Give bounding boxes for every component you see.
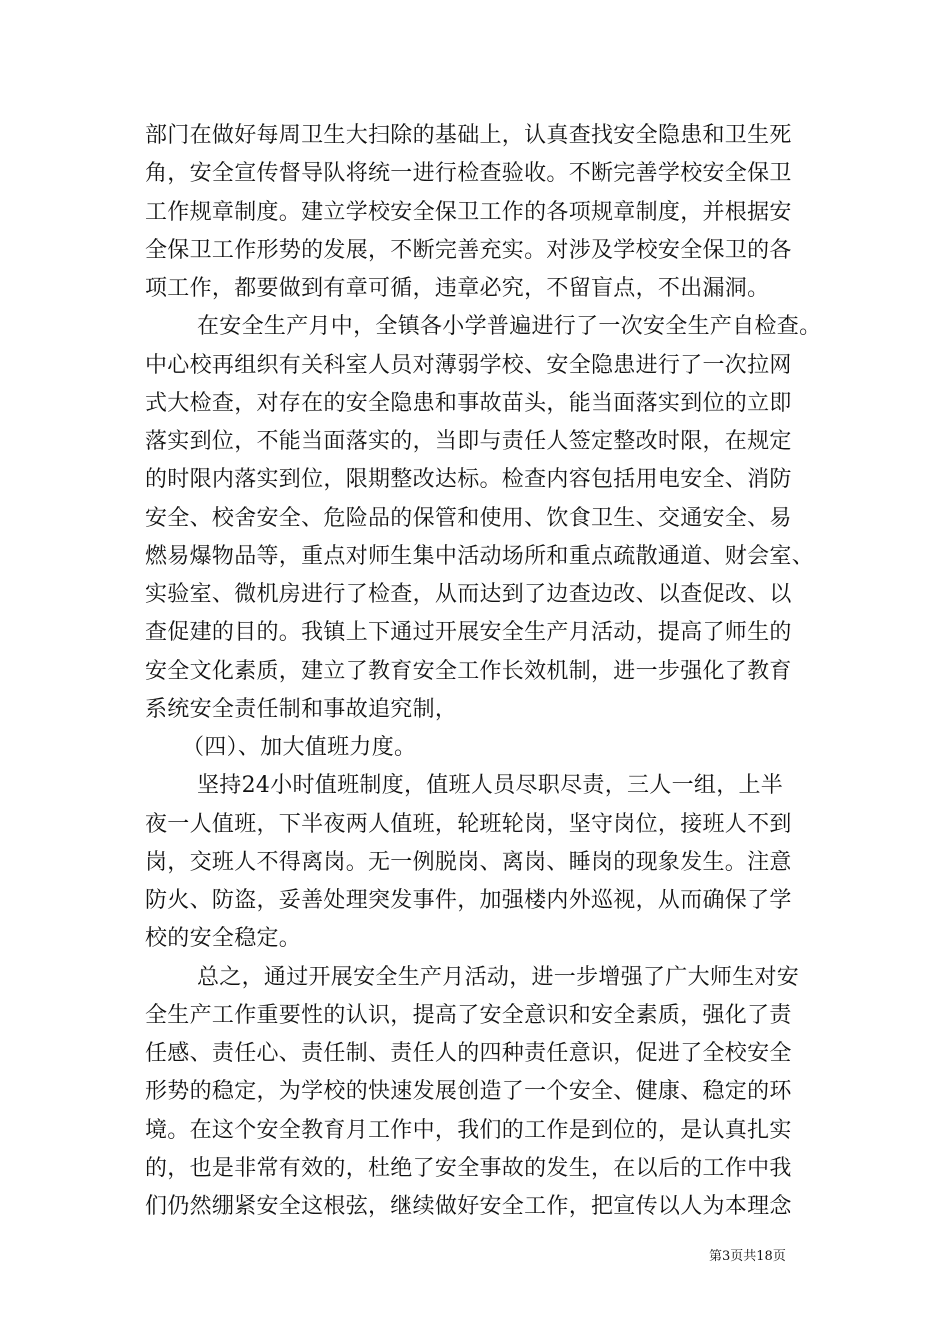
text-line: 安全文化素质，建立了教育安全工作长效机制，进一步强化了教育 — [145, 659, 792, 684]
text-line: 形势的稳定，为学校的快速发展创造了一个安全、健康、稳定的环 — [145, 1079, 792, 1104]
text-line: 实验室、微机房进行了检查，从而达到了边查边改、以查促改、以 — [145, 582, 792, 607]
text-line: 境。在这个安全教育月工作中，我们的工作是到位的，是认真扎实 — [145, 1118, 792, 1143]
text-line: 项工作，都要做到有章可循，违章必究，不留盲点，不出漏洞。 — [145, 276, 770, 301]
text-line: 防火、防盗，妥善处理突发事件，加强楼内外巡视，从而确保了学 — [145, 888, 792, 913]
paragraph-start-line: 总之，通过开展安全生产月活动，进一步增强了广大师生对安 — [197, 965, 800, 990]
text-line: 安全、校舍安全、危险品的保管和使用、饮食卫生、交通安全、易 — [145, 506, 792, 531]
paragraph-start-line: 在安全生产月中，全镇各小学普遍进行了一次安全生产自检查。 — [197, 314, 822, 339]
text-line: 校的安全稳定。 — [145, 926, 302, 951]
text-line: 部门在做好每周卫生大扫除的基础上，认真查找安全隐患和卫生死 — [145, 123, 792, 148]
text-line: 全保卫工作形势的发展，不断完善充实。对涉及学校安全保卫的各 — [145, 238, 792, 263]
text-line: 查促建的目的。我镇上下通过开展安全生产月活动，提高了师生的 — [145, 620, 792, 645]
text-line: 燃易爆物品等，重点对师生集中活动场所和重点疏散通道、财会室、 — [145, 544, 815, 569]
text-line: 夜一人值班，下半夜两人值班，轮班轮岗，坚守岗位，接班人不到 — [145, 812, 792, 837]
text-line: 任感、责任心、责任制、责任人的四种责任意识，促进了全校安全 — [145, 1041, 792, 1066]
text-line: 中心校再组织有关科室人员对薄弱学校、安全隐患进行了一次拉网 — [145, 353, 792, 378]
text-line: 落实到位，不能当面落实的，当即与责任人签定整改时限，在规定 — [145, 429, 792, 454]
text-line: 工作规章制度。建立学校安全保卫工作的各项规章制度，并根据安 — [145, 200, 792, 225]
text-line: 全生产工作重要性的认识，提高了安全意识和安全素质，强化了责 — [145, 1003, 792, 1028]
paragraph-start-line: 坚持24小时值班制度，值班人员尽职尽责，三人一组，上半 — [197, 773, 784, 798]
text-line: 岗，交班人不得离岗。无一例脱岗、离岗、睡岗的现象发生。注意 — [145, 850, 792, 875]
section-heading: （四）、加大值班力度。 — [182, 735, 417, 760]
text-line: 系统安全责任制和事故追究制， — [145, 697, 458, 722]
text-line: 的，也是非常有效的，杜绝了安全事故的发生，在以后的工作中我 — [145, 1156, 792, 1181]
text-line: 角，安全宣传督导队将统一进行检查验收。不断完善学校安全保卫 — [145, 161, 792, 186]
text-line: 们仍然绷紧安全这根弦，继续做好安全工作，把宣传以人为本理念 — [145, 1194, 792, 1219]
page-number-footer: 第3页共18页 — [709, 1249, 786, 1264]
text-line: 的时限内落实到位，限期整改达标。检查内容包括用电安全、消防 — [145, 467, 792, 492]
text-line: 式大检查，对存在的安全隐患和事故苗头，能当面落实到位的立即 — [145, 391, 792, 416]
